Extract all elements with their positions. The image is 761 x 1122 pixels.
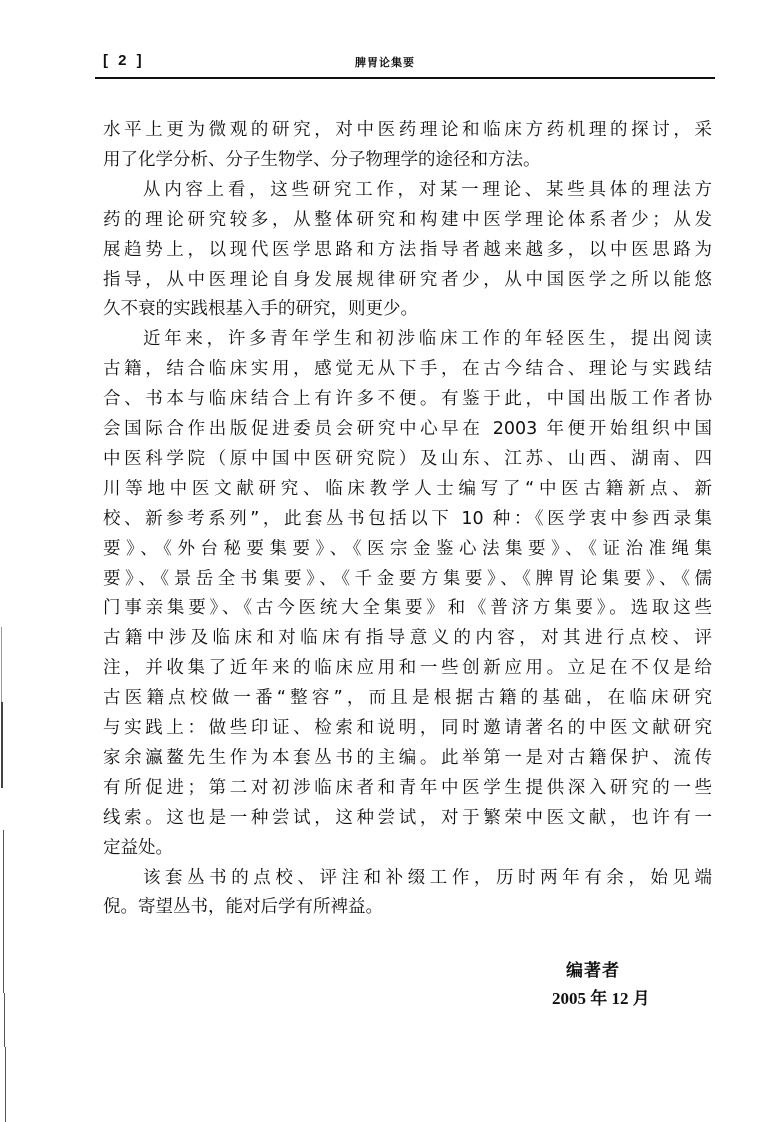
text-line: 定益处。 (103, 837, 173, 858)
running-title: 脾胃论集要 (355, 56, 415, 69)
scan-edge-line (5, 1047, 6, 1122)
text-line: 该套丛书的点校、评注和补缀工作，历时两年有余，始见端 (143, 867, 712, 888)
text-line: 有所促进；第二对初涉临床者和青年中医学生提供深入研究的一些 (103, 777, 712, 798)
page-number: [ 2 ] (103, 52, 145, 69)
text-line: 门事亲集要》、《古今医统大全集要》和《普济方集要》。选取这些 (103, 598, 712, 619)
text-line: 注，并收集了近年来的临床应用和一些创新应用。立足在不仅是给 (103, 658, 712, 679)
text-line: 倪。寄望丛书，能对后学有所裨益。 (103, 897, 383, 918)
text-line: 要》、《景岳全书集要》、《千金要方集要》、《脾胃论集要》、《儒 (103, 568, 712, 589)
text-line: 线索。这也是一种尝试，这种尝试，对于繁荣中医文献，也许有一 (103, 807, 712, 828)
text-line: 古籍中涉及临床和对临床有指导意义的内容，对其进行点校、评 (103, 628, 712, 649)
text-line: 指导，从中医理论自身发展规律研究者少，从中国医学之所以能悠 (103, 269, 712, 290)
text-line: 合、书本与临床结合上有许多不便。有鉴于此，中国出版工作者协 (103, 389, 712, 410)
text-line: 与实践上：做些印证、检索和说明，同时邀请著名的中医文献研究 (103, 718, 712, 738)
scan-edge-line (1, 702, 3, 788)
text-line: 川等地中医文献研究、临床教学人士编写了“中医古籍新点、新 (103, 478, 712, 499)
text-line: 家余瀛鳌先生作为本套丛书的主编。此举第一是对古籍保护、流传 (103, 747, 712, 768)
text-line: 古医籍点校做一番“整容”，而且是根据古籍的基础，在临床研究 (103, 688, 712, 709)
text-line: 水平上更为微观的研究，对中医药理论和临床方药机理的探讨，采 (103, 120, 712, 140)
text-line: 药的理论研究较多，从整体研究和构建中医学理论体系者少；从发 (103, 209, 712, 230)
text-line: 用了化学分析、分子生物学、分子物理学的途径和方法。 (103, 149, 541, 170)
text-line: 中医科学院（原中国中医研究院）及山东、江苏、山西、湖南、四 (103, 448, 712, 469)
scan-edge-line (4, 993, 5, 1047)
header-rule (95, 77, 715, 79)
text-line: 古籍，结合临床实用，感觉无从下手，在古今结合、理论与实践结 (103, 359, 712, 380)
text-line: 从内容上看，这些研究工作，对某一理论、某些具体的理法方 (143, 179, 712, 200)
text-line: 会国际合作出版促进委员会研究中心早在 2003 年便开始组织中国 (103, 419, 712, 439)
text-line: 校、新参考系列”，此套丛书包括以下 10 种：《医学衷中参西录集 (103, 508, 712, 529)
scan-edge-line (3, 830, 4, 993)
text-line: 要》、《外台秘要集要》、《医宗金鉴心法集要》、《证治准绳集 (103, 538, 712, 559)
signature: 编著者 (566, 961, 620, 981)
text-line: 展趋势上，以现代医学思路和方法指导者越来越多，以中医思路为 (103, 239, 712, 260)
text-line: 久不衰的实践根基入手的研究，则更少。 (103, 299, 418, 320)
date: 2005 年 12 月 (552, 989, 650, 1008)
text-line: 近年来，许多青年学生和初涉临床工作的年轻医生，提出阅读 (143, 329, 712, 350)
